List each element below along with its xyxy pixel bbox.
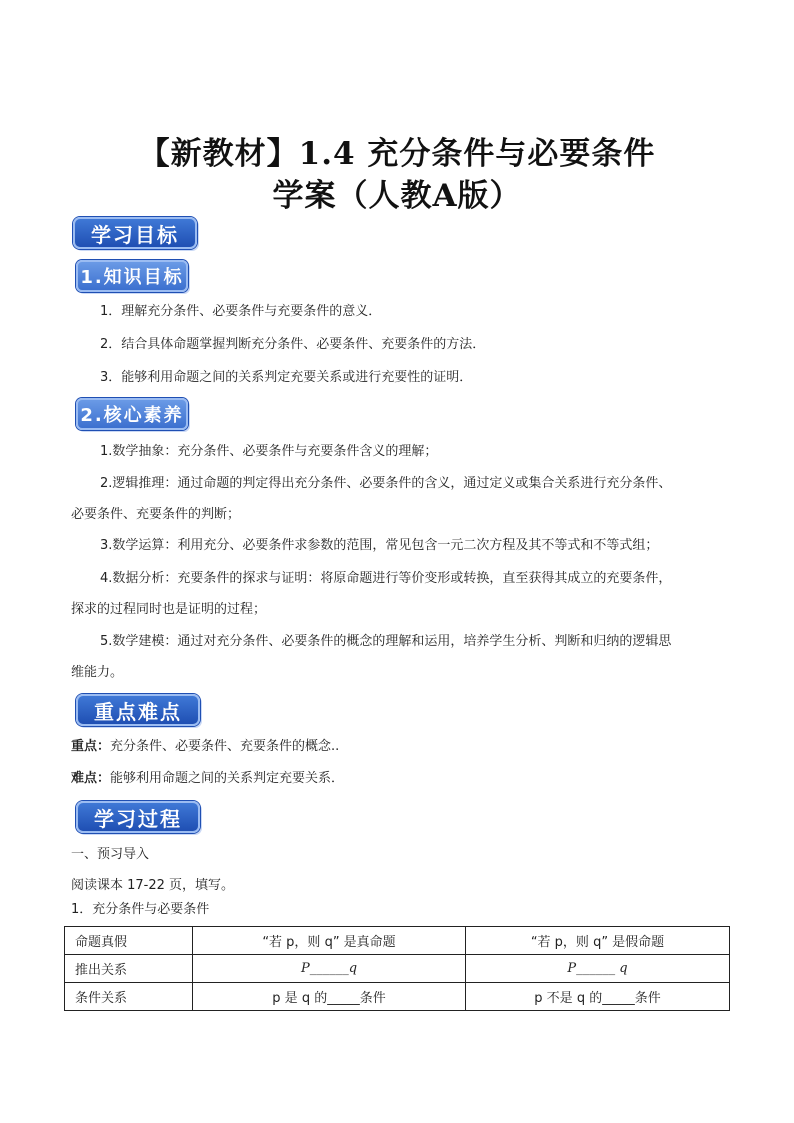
table-cell-label: 命题真假	[65, 927, 193, 955]
item-heading: 1．充分条件与必要条件	[71, 902, 210, 917]
knowledge-item: 2．结合具体命题掌握判断充分条件、必要条件、充要条件的方法．	[100, 337, 486, 352]
table-row	[65, 955, 730, 983]
literacy-item: 4.数据分析：充要条件的探求与证明：将原命题进行等价变形或转换，直至获得其成立的充要条件，	[100, 571, 672, 586]
difficulty-text: 能够利用命题之间的关系判定充要关系．	[110, 771, 345, 786]
literacy-item: 探求的过程同时也是证明的过程；	[71, 602, 267, 617]
section-badge-literacy: 2.核心素养	[76, 398, 188, 430]
knowledge-item: 1．理解充分条件、必要条件与充要条件的意义．	[100, 304, 382, 319]
section-badge-knowledge: 1.知识目标	[76, 260, 188, 292]
literacy-item: 1.数学抽象：充分条件、必要条件与充要条件含义的理解；	[100, 444, 438, 459]
key-point-line	[71, 738, 339, 756]
literacy-item: 维能力。	[71, 665, 124, 680]
difficulty-label: 难点：	[71, 771, 111, 786]
process-part-heading: 一、预习导入	[71, 847, 150, 862]
condition-table	[64, 926, 730, 1011]
table-cell: p 不是 q 的_____条件	[466, 983, 730, 1011]
section-badge-key-points: 重点难点	[76, 694, 200, 726]
literacy-item: 3.数学运算：利用充分、必要条件求参数的范围，常见包含一元二次方程及其不等式和不等式组；	[100, 538, 659, 553]
table-row	[65, 927, 730, 955]
table-cell: P______q	[193, 955, 466, 983]
table-cell-label: 条件关系	[65, 983, 193, 1011]
reading-instruction: 阅读课本 17-22 页，填写。	[71, 878, 235, 893]
key-point-text: 充分条件、必要条件、充要条件的概念..	[110, 739, 340, 754]
literacy-item: 2.逻辑推理：通过命题的判定得出充分条件、必要条件的含义，通过定义或集合关系进行充分条件、	[100, 476, 672, 491]
section-badge-process: 学习过程	[76, 801, 200, 833]
document-title-line1: 【新教材】1.4 充分条件与必要条件	[138, 136, 656, 172]
table-row	[65, 983, 730, 1011]
knowledge-item: 3．能够利用命题之间的关系判定充要关系或进行充要性的证明．	[100, 370, 473, 385]
table-cell-label: 推出关系	[65, 955, 193, 983]
difficulty-line	[71, 770, 344, 788]
table-cell: P______ q	[466, 955, 730, 983]
literacy-item: 必要条件、充要条件的判断；	[71, 507, 241, 522]
section-badge-objectives: 学习目标	[73, 217, 197, 249]
table-cell: p 是 q 的_____条件	[193, 983, 466, 1011]
table-cell: “若 p，则 q” 是假命题	[466, 927, 730, 955]
key-point-label: 重点：	[71, 739, 111, 754]
table-cell: “若 p，则 q” 是真命题	[193, 927, 466, 955]
literacy-item: 5.数学建模：通过对充分条件、必要条件的概念的理解和运用，培养学生分析、判断和归纳的逻辑思	[100, 634, 672, 649]
document-title-line2: 学案（人教A版）	[272, 178, 522, 214]
